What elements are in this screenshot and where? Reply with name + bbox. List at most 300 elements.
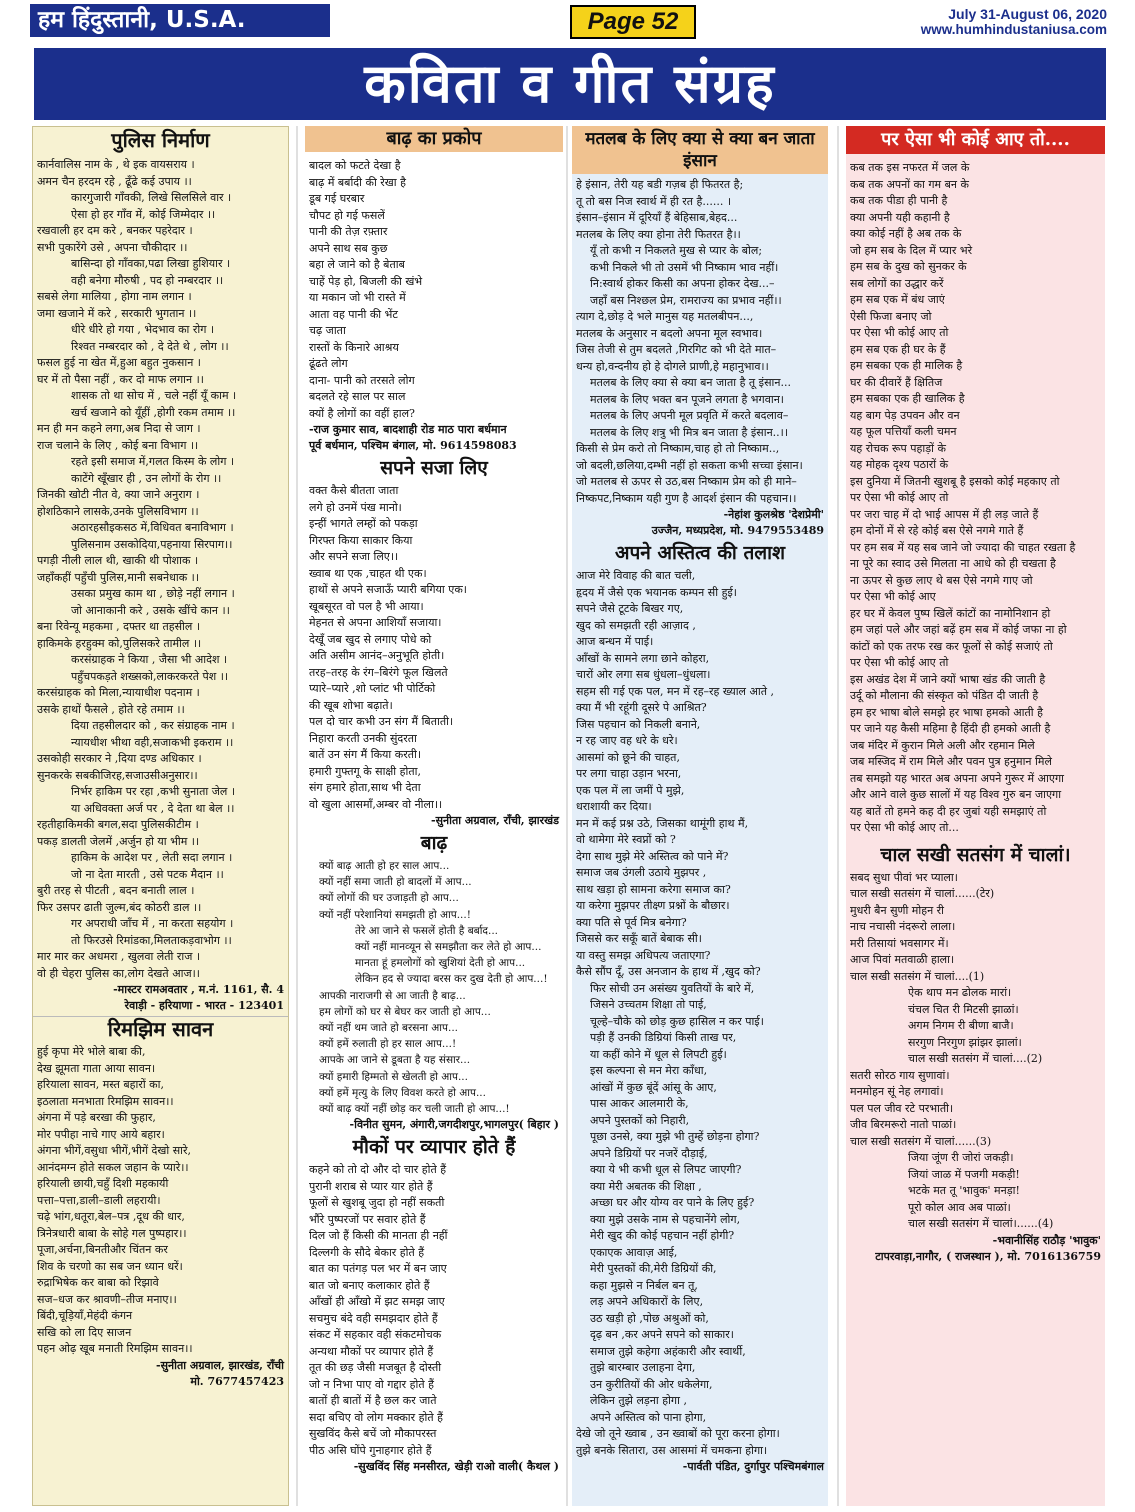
website-link[interactable]: www.humhindustaniusa.com: [920, 22, 1107, 37]
poem-line: मोर पपीहा नाचे गाए आये बहार।: [37, 1127, 165, 1141]
poem-line: आज पिवां मतवाळी हाला।: [850, 953, 955, 966]
poem-line: यह बाग पेड़ उपवन और वन: [850, 408, 960, 422]
poem-line: इठलाता मनभाता रिमझिम सावन।।: [37, 1094, 174, 1108]
poem-line: बुरी तरह से पीटती , बदन बनाती लाल ।: [37, 884, 195, 897]
poem-line: सहम सी गई एक पल, मन में रह–रह ख्याल आते ,: [576, 684, 775, 698]
poem-line: या वस्तु समझ अधिपत्य जताएगा?: [576, 948, 711, 962]
poem-line: क्या कोई नहीं है अब तक के: [850, 227, 962, 240]
poem-line: पल दो चार कभी उन संग मैं बिताती।: [309, 715, 454, 728]
poem-line: आँखों ही आँखो में झट समझ जाए: [309, 1295, 445, 1309]
poem-body: [846, 160, 1105, 837]
poem-line: यह बातें तो हमने कह दी हर जुबां यही समझाएं तो: [850, 804, 1047, 818]
poem-line: सज–धज कर श्रावणी–तीज मनाए।।: [37, 1292, 177, 1306]
poem-line: फसल हुई ना खेत में,हुआ बहुत नुकसान ।: [37, 356, 201, 369]
masthead: हम हिंदुस्तानी, U.S.A.: [30, 4, 330, 37]
poem-author: -राज कुमार साव, बादशाही रोड माठ पारा बर्धमान: [309, 423, 507, 436]
page-number: Page 52: [570, 5, 696, 39]
poem-author-address: उज्जैन, मध्यप्रदेश, मो. 9479553489: [651, 524, 824, 537]
poem-line: तरह–तरह के रंग–बिरंगे फूल खिलते: [309, 665, 448, 679]
poem-line: सभी पुकारेंगे उसे , अपना चौकीदार ।।: [37, 240, 188, 254]
poem-title: मतलब के लिए क्या से क्या बन जाता इंसान: [572, 126, 828, 174]
poem-line: कार्नवालिस नाम के , थे इक वायसराय ।: [37, 158, 195, 171]
poem-line: जो न निभा पाए वो गद्दार होते हैं: [309, 1377, 434, 1391]
poem-author: -सुखविंद सिंह मनसीरत, खेड़ी राओ वाली( कैथल ): [353, 1460, 559, 1474]
poem-line: मतलब के लिए क्या होना तेरी फितरत है।।: [576, 227, 741, 241]
poem-line: चौपट हो गई फसलें: [309, 208, 385, 222]
poem-line: न रह जाए वह धरे के धरे।: [576, 734, 678, 747]
poem-line: हरियाला सावन, मस्त बहारों का,: [37, 1078, 164, 1091]
poem-line: जियां जाळ में पजगी मकड़ी!: [908, 1167, 1020, 1181]
poem-line: रहते इसी समाज में,गलत किस्म के लोग ।: [71, 455, 235, 468]
poem-line: मरी तिसायां भवसागर में।: [850, 936, 949, 950]
poem-line: निहारा करती उनकी सुंदरता: [309, 731, 417, 745]
issue-date: July 31-August 06, 2020: [948, 6, 1107, 22]
page-header: [0, 0, 1135, 42]
poem-line: पर हम सब में यह सब जाने जो ज्यादा की चाहत रखता है: [850, 540, 1076, 554]
poem-body: [305, 158, 563, 422]
poem-line: जिससे कर सकूँ बातें बेबाक सी।: [576, 932, 702, 945]
poem-line: जो मतलब से ऊपर से उठ,बस निष्काम प्रेम को ही माने–: [576, 475, 797, 488]
poem-line: तब समझो यह भारत अब अपना अपने गुरूर में आएगा: [850, 771, 1065, 785]
poem-author: -पार्वती पंडित, दुर्गापुर पश्चिमबंगाल: [682, 1460, 824, 1473]
poem-line: शिव के चरणो का सब जन ध्यान धरें।: [37, 1259, 183, 1273]
poem-body: [572, 177, 828, 507]
poem-line: हम सबका एक ही खालिक है: [850, 392, 965, 405]
poem-line: ऐक थाप मन ढोलक मारां।: [908, 986, 1012, 999]
poem-line: क्यों बाढ़ आती हो हर साल आप...: [319, 860, 450, 872]
poem-line: अच्छा घर और योग्य वर पाने के लिए हुई?: [590, 1196, 755, 1209]
poem-line: जो आनाकानी करे , उसके खींचे कान ।।: [71, 603, 230, 617]
poem-line: क्यों नहीं समा जाती हो बादलों में आप...: [319, 876, 472, 889]
poem-line: बिंदी,चूड़ियाँ,मेहंदी कंगन: [37, 1309, 133, 1322]
poem-line: जीव बिरमरूरो नातो पाळां।: [850, 1118, 957, 1131]
poem-body: [305, 1162, 563, 1459]
poem-line: कहने को तो दो और दो चार होते हैं: [309, 1163, 447, 1177]
poem-author: -भवानीसिंह राठौड़ 'भावुक': [992, 1233, 1101, 1247]
poem-line: हाकिम के आदेश पर , लेती सदा लगान ।: [71, 851, 233, 864]
poem-line: मन में कई प्रश्न उठे, जिसका थामूंगी हाथ मैं,: [576, 816, 749, 830]
poem-line: और आने वाले कुछ सालों में यह विश्व गुरु बन जाएगा: [850, 788, 1062, 801]
column-divider: [566, 126, 568, 1506]
poem-title: सपने सजा लिए: [380, 457, 488, 479]
poem-line: चाल सखी सतसंग में चालां....(2): [908, 1052, 1043, 1065]
poem-line: रखवाली हर दम करे , बनकर पहरेदार ।: [37, 224, 193, 237]
poem-line: अगम निगम री बीणा बाजै।: [908, 1019, 1014, 1032]
poem-line: एकाएक आवाज़ आई,: [590, 1245, 678, 1259]
poem-line: पकड़ डालती जेलमें ,अर्जुन हो या भीम ।।: [37, 834, 200, 848]
poem-line: लेकिन हद से ज्यादा बरस कर दुख देती हो आप...!: [355, 973, 548, 986]
poem-line: मतलब के लिए क्या से क्या बन जाता है तू इंसान...: [590, 376, 791, 389]
poem-line: सखि को ला दिए साजन: [37, 1325, 132, 1339]
poem-line: क्यों बाढ़ क्यों नहीं छोड़ कर चली जाती हो आप...!: [319, 1103, 510, 1116]
poem-line: बना रिवेन्यू महकमा , दफ्तर था तहसील ।: [37, 620, 201, 633]
poem-line: बाढ़ में बर्बादी की रेखा है: [309, 175, 406, 189]
poem-line: संग हमारे होता,साथ भी देता: [309, 781, 421, 794]
poem-line: यूँ तो कभी न निकलते मुख से प्यार के बोल;: [590, 244, 763, 257]
poem-line: देगा साथ मुझे मेरे अस्तित्व को पाने में?: [576, 849, 729, 863]
poem-line: अमन चैन हरदम रहे , ढूँढे कई उपाय ।।: [37, 174, 192, 188]
poem-line: हम सब के दुख को सुनकर के: [850, 260, 967, 273]
poem-line: खूबसूरत वो पल है भी आया।: [309, 599, 424, 613]
poem-line: करसंग्राहक को मिला,न्यायाधीश पदनाम ।: [37, 686, 200, 699]
poem-line: रहतीहाकिमकी बगल,सदा पुलिसकीटीम ।: [37, 818, 199, 831]
poem-line: किसी से प्रेम करो तो निष्काम,चाह हो तो निष्काम..,: [576, 442, 780, 455]
poem-line: क्यों नहीं परेशानियां समझती हो आप...!: [319, 908, 471, 921]
poem-line: ना ऊपर से कुछ लाए थे बस ऐसे नगमे गाए जो: [850, 573, 1033, 587]
poem-line: साथ खड़ा हो सामना करेगा समाज का?: [576, 882, 731, 896]
poem-line: धीरे धीरे हो गया , भेदभाव का रोग ।: [71, 323, 215, 336]
poem-line: रिश्वत नम्बरदार को , दे देते थे , लोग ।।: [71, 339, 229, 353]
poem-line: जिया जूंण री जोरां जकड़ी।: [908, 1151, 1014, 1164]
poem-line: सुनकरके सबकीजिरह,सजाउसीअनुसार।।: [37, 768, 198, 782]
poem-author-address: रेवाड़ी - हरियाणा - भारत - 123401: [124, 999, 284, 1012]
column-divider: [837, 126, 839, 1506]
poem-line: बादल को फटते देखा है: [309, 159, 401, 172]
poem-line: समाज जब उंगली उठाये मुझपर ,: [576, 866, 707, 879]
poem-line: देखे जो तूने ख्वाब , उन ख्वाबों को पूरा करना होगा।: [576, 1427, 780, 1440]
poem-line: जहाँकहीं पहुँची पुलिस,मानी सबनेधाक ।।: [37, 570, 199, 584]
poem-line: और सपने सजा लिए।।: [309, 550, 399, 563]
poem-line: चारों ओर लगा सब धुंधला–धुंधला।: [576, 668, 711, 681]
poem-line: वही बनेगा मौरुषी , पद हो नम्बरदार ।।: [71, 273, 224, 287]
poem-author: -विनीत सुमन, अंगारी,जगदीशपुर,भागलपुर( बिहार ): [349, 1118, 559, 1132]
poem-line: क्या अपनी यही कहानी है: [850, 210, 950, 224]
poem-line: वो खुला आसमाँ,अम्बर वो नीला।।: [309, 797, 443, 811]
poem-line: ख्वाब था एक ,चाहत थी एक।: [309, 566, 427, 580]
poem-line: जब मंदिर में कुरान मिले अली और रहमान मिले: [850, 738, 1035, 752]
poem-title: रिमझिम सावन: [33, 1016, 288, 1041]
poem-line: धराशायी कर दिया।: [576, 800, 652, 813]
poem-line: शासक तो था सोच में , चले नहीं यूँ काम ।: [71, 389, 237, 402]
poem-line: तो फिरउसे रिमांडका,मिलताकड़वाभोग ।।: [71, 933, 232, 947]
poem-body: [33, 1044, 288, 1358]
poem-line: उसकोही सरकार ने ,दिया दण्ड अधिकार ।: [37, 752, 202, 765]
poem-line: पानी की तेज़ रफ़्तार: [309, 225, 388, 238]
poem-line: अन्यथा मौकों पर व्यापार होते हैं: [309, 1344, 434, 1358]
poem-line: ढूंढते लोग: [309, 357, 348, 370]
poem-line: सपने जैसे टूटके बिखर गए,: [576, 602, 684, 615]
poem-line: मेरी खुद की कोई पहचान नहीं होगी?: [590, 1229, 735, 1242]
poem-line: मतलब के लिए शत्रु भी मित्र बन जाता है इंसान..।।: [590, 425, 789, 439]
poem-author-phone: मो. 7677457423: [190, 1374, 284, 1388]
poem-line: एक पल में ला जमीं पे मुझे,: [576, 783, 685, 797]
poem-line: करसंग्राहक ने किया , जैसा भी आदेश ।: [71, 653, 228, 666]
poem-line: पास आकर आलमारी के,: [590, 1097, 689, 1110]
poem-line: नि:स्वार्थ होकर किसी का अपना होकर देख...–: [590, 277, 775, 290]
poem-body: [305, 483, 563, 813]
poem-line: फूलों से खुशबू जुदा हो नहीं सकती: [309, 1196, 445, 1210]
poem-line: या कहीं कोने में धूल से लिपटी हुई।: [590, 1047, 727, 1061]
poem-line: चूल्हे–चौके को छोड़ कुछ हासिल न कर पाई।: [590, 1014, 764, 1028]
poem-line: पगड़ी नीली लाल थी, खाकी थी पोशाक ।: [37, 554, 199, 567]
poem-line: सुखविंद कैसे बचें जो मौकापरस्त: [309, 1427, 437, 1441]
column-4: [846, 126, 1105, 1506]
poem-line: निर्भर हाकिम पर रहा ,कभी सुनाता जेल ।: [71, 785, 235, 798]
poem-line: गर अपराधी जाँच में , ना करता सहयोग ।: [71, 917, 234, 930]
poem-line: पुलिसनाम उसकोदिया,पहनाया सिरपाग।।: [71, 537, 233, 551]
poem-line: त्रिनेत्रधारी बाबा के सोहे गल पुष्पहार।।: [37, 1226, 187, 1240]
poem-line: न्यायधीश भीथा वही,सजाकभी इकराम ।।: [71, 735, 234, 749]
poem-line: रुद्राभिषेक कर बाबा को रिझावे: [37, 1276, 159, 1289]
poem-line: संकट में सहकार वही संकटमोचक: [309, 1328, 442, 1342]
poem-line: क्यों है लोगों का वहीं हाल?: [309, 406, 415, 420]
poem-line: मेहनत से अपना आशियाँ सजाया।: [309, 616, 442, 629]
poem-line: हम सब एक में बंध जाएं: [850, 293, 945, 306]
poem-line: पर जरा चाह में दो भाई आपस में ही लड़ जाते हैं: [850, 507, 1039, 521]
poem-line: क्यों नहीं मानव्‍यून से समझौता कर लेते हो आप...: [355, 941, 542, 954]
poem-line: इंसान–इंसान में दूरियाँ हैं बेहिसाब,बेहद...: [576, 211, 738, 224]
poem-line: जिस पहचान को निकली बनाने,: [576, 717, 701, 731]
poem-line: अंगना भीगें,वसुधा भीगें,भीगें देखो सारे,: [37, 1144, 191, 1157]
poem-line: गिरफ्त किया साकार किया: [309, 533, 413, 547]
poem-line: मुधरी बैन सुणी मोहन री: [850, 903, 945, 917]
poem-line: तू तो बस निज स्वार्थ में ही रत है...... ।: [576, 194, 731, 208]
poem-line: क्या मेरी अबतक की शिक्षा ,: [590, 1179, 702, 1193]
poem-line: दिया तहसीलदार को , कर संग्राहक नाम ।: [71, 719, 235, 732]
poem-line: कैसे सौंप दूँ, उस अनजान के हाथ में ,खुद को?: [576, 965, 761, 978]
poem-author-address: पूर्व बर्धमान, पश्चिम बंगाल, मो. 9614598083: [309, 439, 517, 452]
poem-body: [33, 157, 288, 982]
poem-line: जहाँ बस निश्छल प्रेम, रामराज्य का प्रभाव नहीं।।: [590, 293, 782, 307]
poem-title: पर ऐसा भी कोई आए तो....: [846, 126, 1105, 154]
poem-line: डूब गई घरबार: [309, 192, 365, 205]
poem-line: इस दुनिया में जितनी खुशबू है इसको कोई महकाए तो: [850, 474, 1060, 488]
poem-line: या अधिवक्ता अर्ज पर , दे देता था बेल ।।: [71, 801, 235, 815]
poem-line: जो बदली,छलिया,दम्भी नहीं हो सकता कभी सच्चा इंसान।: [576, 458, 803, 472]
poem-line: निष्कपट,निष्काम यही गुण है आदर्श इंसान की पहचान।।: [576, 491, 797, 505]
poem-line: फिर सोची उन असंख्य युवतियों के बारे में,: [590, 981, 755, 995]
poem-title: पुलिस निर्माण: [111, 128, 210, 152]
poem-line: सचमुच बंदे वही समझदार होते हैं: [309, 1311, 438, 1325]
poem-line: दृढ़ बन ,कर अपने सपने को साकार।: [590, 1328, 734, 1341]
poem-line: यह रोचक रूप पहाड़ों के: [850, 441, 946, 455]
poem-line: उन कुरीतियों की ओर धकेलेगा,: [590, 1377, 713, 1391]
poem-line: राज चलाने के लिए , कोई बना विभाग ।।: [37, 438, 199, 452]
poem-line: क्या ये भी कभी धूल से लिपट जाएगी?: [590, 1163, 742, 1176]
poem-line: देखूँ जब खुद से लगाए पोधे को: [309, 632, 432, 646]
poem-line: हम सबका एक ही मालिक है: [850, 359, 963, 372]
poem-line: क्या मैं भी रहूंगी दूसरे पे आश्रित?: [576, 701, 707, 714]
poem-line: सबद सुधा पीवां भर प्याला।: [850, 870, 958, 884]
poem-line: मतलब के लिए भक्त बन पूजने लगता है भगवान।: [590, 392, 784, 406]
poem-line: चाल सखी सतसंग में चालां....(1): [850, 969, 985, 983]
poem-line: कांटों को एक तरफ रख कर फूलों से कोई सजाएं तो: [850, 639, 1053, 653]
poem-line: हम सब एक ही घर के हैं: [850, 342, 946, 356]
poem-line: बासिन्दा हो गाँवका,पढा लिखा हुशियार ।: [71, 257, 231, 270]
poem-line: लड़ अपने अधिकारों के लिए,: [590, 1295, 704, 1308]
poem-line: आंखों में कुछ बूंदें आंसू के आए,: [590, 1080, 717, 1094]
poem-line: मानता हूं हमलोगों को खुशियां देती हो आप...: [355, 957, 526, 970]
poem-line: आज बन्धन में पाई।: [576, 635, 654, 648]
poem-line: अंगना में पड़े बरखा की फुहार,: [37, 1111, 156, 1124]
poem-line: मनमोहन सूं नेह लगावां।: [850, 1085, 944, 1098]
poem-line: उसका प्रमुख काम था , छोड़े नहीं लगान ।: [71, 587, 235, 600]
poem-line: सब लोगों का उद्धार करें: [850, 276, 944, 290]
poem-line: यह फूल पत्तियाँ कली चमन: [850, 425, 957, 438]
poem-body: [305, 858, 563, 1117]
issue-date-block: [921, 6, 1107, 38]
poem-title: अपने अस्तित्व की तलाश: [614, 542, 786, 564]
poem-line: उर्दू को मौलाना की संस्कृत को पंडित दी जाती है: [850, 689, 1039, 702]
poem-line: खुद को समझती रही आज़ाद ,: [576, 618, 696, 632]
poem-line: समाज तुझे कहेगा अहंकारी और स्वार्थी,: [590, 1344, 746, 1358]
poem-line: जो ना देता मारती , उसे पटक मैदान ।।: [71, 867, 224, 881]
poem-line: दिल्लगी के सौदे बेकार होते हैं: [309, 1245, 425, 1259]
poem-line: चाल सखी सतसंग में चालां।......(4): [908, 1217, 1054, 1230]
poem-line: सरगुण निरगुण झांझर झालां।: [908, 1035, 1022, 1049]
poem-line: अपने डिग्रियों पर नजरें दौड़ाई,: [590, 1146, 708, 1160]
section-banner: कविता व गीत संग्रह: [34, 48, 1106, 120]
poem-line: बात जो बनाए कलाकार होते हैं: [309, 1278, 430, 1292]
poem-line: कहा मुझसे न निर्बल बन तू,: [590, 1278, 698, 1292]
poem-line: वो थामेगा मेरे स्वप्नों को ?: [576, 833, 676, 846]
poem-line: वक्त कैसे बीतता जाता: [309, 484, 399, 497]
poem-line: इस कल्पना से मन मेरा काँधा,: [590, 1064, 708, 1077]
poem-line: ऐसी फिजा बनाए जो: [850, 309, 932, 323]
poem-line: बदलते रहे साल पर साल: [309, 390, 406, 403]
poem-line: नाच नचासी नंदरूरो लाला।: [850, 920, 956, 933]
poem-line: पर ऐसा भी कोई आए तो: [850, 656, 949, 669]
poem-line: खर्च खजाने को यूँहीं ,होगी रकम तमाम ।।: [71, 405, 236, 419]
poem-line: रास्तों के किनारे आश्रय: [309, 340, 399, 354]
poem-line: सतरी सोरठ गाय सुणावां।: [850, 1068, 950, 1082]
poem-line: चाहें पेड़ हो, बिजली की खंभे: [309, 274, 423, 288]
poem-line: आता वह पानी की भेंट: [309, 307, 398, 321]
poem-line: क्या पति से पूर्व मित्र बनेगा?: [576, 915, 687, 929]
poem-line: क्यों लोगों की घर उजाड़ती हो आप...: [319, 892, 459, 905]
poem-line: आँखों के सामने लगा छाने कोहरा,: [576, 651, 710, 665]
poem-author: -नेहांश कुलश्रेष्ठ 'देशप्रेमी': [723, 508, 824, 521]
poem-line: पर जाने यह कैसी महिमा है हिंदी ही हमको आती है: [850, 722, 1051, 735]
poem-line: हमारी गुफ्तगू के साक्षी होता,: [309, 764, 421, 778]
poem-line: बातों ही बातों में है छल कर जाते: [309, 1394, 437, 1408]
poem-line: अपने अस्तित्व को पाना होगा,: [590, 1410, 707, 1424]
poem-line: भौंरे पुष्परजों पर सवार होते हैं: [309, 1212, 426, 1226]
poem-line: देख झूमता गाता आया सावन।: [37, 1061, 156, 1075]
column-1: [32, 126, 289, 1506]
poem-line: घर में तो पैसा नहीं , कर दो माफ लगान ।।: [37, 372, 204, 386]
poem-line: जो हम सब के दिल में प्यार भरे: [850, 243, 973, 257]
poem-line: यह मोहक दृश्य पठारों के: [850, 458, 949, 471]
poem-body: [846, 870, 1105, 1233]
poem-line: पूछा उनसे, क्या मुझे भी तुम्हें छोड़ना होगा?: [590, 1130, 760, 1143]
poem-line: क्या मुझे उसके नाम से पहचानेंगे लोग,: [590, 1212, 741, 1226]
poem-line: हम जहां पले और जहां बढ़ें हम सब में कोई जफा ना हो: [850, 623, 1067, 636]
poem-line: लगे हो उनमें पंख मानो।: [309, 500, 402, 514]
poem-author-address: टापरवाड़ा,नागौर, ( राजस्थान ), मो. 7016136759: [875, 1249, 1101, 1263]
poem-line: पूजा,अर्चना,बिनतीऔर चिंतन कर: [37, 1243, 168, 1256]
poem-line: चढ़ जाता: [309, 324, 346, 337]
poem-line: आसमां को छूने की चाहत,: [576, 750, 680, 764]
column-3: [572, 126, 828, 1506]
poem-line: तूत की छड़ जैसी मजबूत है दोस्ती: [309, 1361, 442, 1375]
poem-line: धन्य हो,वन्दनीय हो हे दोगले प्राणी,हे महानुभाव।।: [576, 359, 769, 373]
poem-line: तेरे आ जाने से फसलें होती है बर्बाद...: [355, 924, 498, 937]
poem-line: अठारहसौइकसठ में,विधिवत बनाविभाग ।: [71, 521, 234, 534]
poem-line: पूरो कोल आव अब पाळां।: [908, 1200, 1011, 1214]
poem-line: बहा ले जाने को है बेताब: [309, 258, 405, 271]
poem-line: हम दोनों में से रहे कोई बस ऐसे नगमे गाते हैं: [850, 524, 1024, 537]
poem-line: क्यों हमारी हिम्मतो से खेलती हो आप...: [319, 1070, 468, 1083]
poem-title: बाढ़ का प्रकोप: [305, 126, 563, 152]
poem-line: पुरानी शराब से प्यार यार होते हैं: [309, 1179, 433, 1193]
poem-body: [572, 568, 828, 1459]
poem-line: कब तक पीडा ही पानी है: [850, 194, 948, 207]
poem-line: सदा बचिए वो लोग मक्कार होते हैं: [309, 1410, 443, 1424]
poem-line: पल पल जीव रटे परभाती।: [850, 1101, 954, 1115]
poem-line: पड़ी हैं उनकी डिग्रियां किसी ताख पर,: [590, 1031, 737, 1044]
poem-line: मार मार कर अधमरा , खुलवा लेती राज ।: [37, 950, 201, 963]
poem-line: अति असीम आनंद–अनुभूति होती।: [309, 649, 445, 662]
poem-line: चाल सखी सतसंग में चालां......(टेर): [850, 887, 995, 900]
poem-line: काटेंगे खूँखार ही , उन लोगों के रोग ।।: [71, 471, 222, 485]
poem-line: अपने साथ सब कुछ: [309, 241, 388, 255]
poem-title: बाढ़: [420, 832, 448, 854]
poem-line: मेरी पुस्तकों की,मेरी डिग्रियों की,: [590, 1262, 717, 1275]
poem-line: उसके हाथों फैसले , होते रहे तमाम ।।: [37, 702, 185, 716]
poem-line: वो ही चेहरा पुलिस का,लोग देखते आज।।: [37, 966, 200, 980]
poem-line: पीठ असि घोंपे गुनाहगार होते हैं: [309, 1443, 432, 1457]
column-divider: [296, 126, 298, 1506]
poem-line: पत्ता–पत्ता,डाली–डाली लहरायी।: [37, 1193, 161, 1207]
poem-line: चाल सखी सतसंग में चालां......(3): [850, 1134, 992, 1148]
poem-line: आज मेरे विवाह की बात चली,: [576, 569, 696, 582]
poem-line: दाना- पानी को तरसते लोग: [309, 373, 415, 387]
poem-line: हे इंसान, तेरी यह बडी गज़ब ही फितरत है;: [576, 178, 744, 191]
poem-line: हाकिमके हरहुक्म को,पुलिसकरे तामील ।।: [37, 636, 202, 650]
poem-line: या करेगा मुझपर तीक्ष्ण प्रश्नों के बौछार।: [576, 899, 730, 912]
poem-line: जब मस्जिद में राम मिले और पवन पुत्र हनुमान मिले: [850, 755, 1052, 768]
poem-line: पर ऐसा भी कोई आए तो...: [850, 821, 959, 834]
poem-line: हृदय में जैसे एक भयानक कम्पन सी हुई।: [576, 585, 737, 599]
poem-line: चंचल चित री मिटसी झाळां।: [908, 1002, 1019, 1016]
poem-line: जिस तेजी से तुम बदलते ,गिरगिट को भी देते मात–: [576, 343, 777, 356]
poem-line: भटके मत तू 'भावुक' मनड़ा!: [908, 1184, 1020, 1197]
poem-line: घर की दीवारें हैं क्षितिज: [850, 375, 943, 389]
poem-line: क्यों हमें रुलाती हो हर साल आप...!: [319, 1038, 457, 1051]
poem-line: चढ़े भांग,धतूरा,बेल–पत्र ,दूध की धार,: [37, 1210, 185, 1223]
poem-line: पर ऐसा भी कोई आए: [850, 590, 936, 603]
poem-line: पर लगा चाहा उड़ान भरना,: [576, 767, 682, 780]
poem-line: कब तक इस नफरत में जल के: [850, 161, 970, 174]
poem-line: अपने पुस्तकों को निहारी,: [590, 1113, 690, 1127]
poem-line: कब तक अपनों का गम बन के: [850, 177, 969, 191]
poem-line: जिसने उच्चतम शिक्षा तो पाई,: [590, 998, 707, 1011]
poem-line: हुई कृपा मेरे भोले बाबा की,: [37, 1045, 146, 1058]
column-2: [305, 126, 563, 1506]
poem-line: मन ही मन कहने लगा,अब निदा से जाग ।: [37, 422, 201, 435]
poem-line: ऐसा हो हर गाँव में, कोई जिम्मेदार ।।: [71, 207, 216, 221]
poem-line: पर ऐसा भी कोई आए तो: [850, 491, 949, 504]
poem-line: पर ऐसा भी कोई आए तो: [850, 326, 949, 339]
poem-line: तुझे बनके सितारा, उस आसमां में चमकना होगा।: [576, 1443, 768, 1457]
poem-line: फिर उसपर ढाती जुल्म,बंद कोठरी डाल ।।: [37, 900, 202, 914]
poem-line: या मकान जो भी रास्ते में: [309, 291, 406, 304]
poem-line: जिनकी खोटी नीत वे, क्या जाने अनुराग ।: [37, 488, 200, 501]
poem-line: की खूब शोभा बढ़ाते।: [309, 698, 393, 712]
poem-line: हम लोगों को घर से बेघर कर जाती हो आप...: [319, 1005, 491, 1018]
poem-line: आपकी नाराजगी से आ जाती है बाढ़...: [319, 989, 466, 1002]
poem-line: मतलब के लिए अपनी मूल प्रवृति में करते बदलाव–: [590, 409, 789, 422]
poem-line: आनंदमग्न होते सकल जहान के प्यारे।।: [37, 1160, 189, 1174]
poem-line: लेकिन तुझे लड़ना होगा ,: [590, 1394, 687, 1407]
poem-line: कारगुजारी गाँवकी, लिखे सिलसिले वार ।: [71, 191, 232, 204]
poem-author: -सुनीता अग्रवाल, राँची, झारखंड: [431, 814, 559, 827]
poem-line: बात का पतंगड़ पल भर में बन जाए: [309, 1262, 447, 1276]
poem-line: पहन ओढ़ खूब मनाती रिमझिम सावन।।: [37, 1342, 193, 1355]
poem-line: ना पूरे का स्वाद उसे मिलता ना आधे को ही चखता है: [850, 557, 1056, 570]
poem-line: पहुँचपकड़ते शख्सको,लाकरकरते पेश ।।: [71, 669, 229, 683]
